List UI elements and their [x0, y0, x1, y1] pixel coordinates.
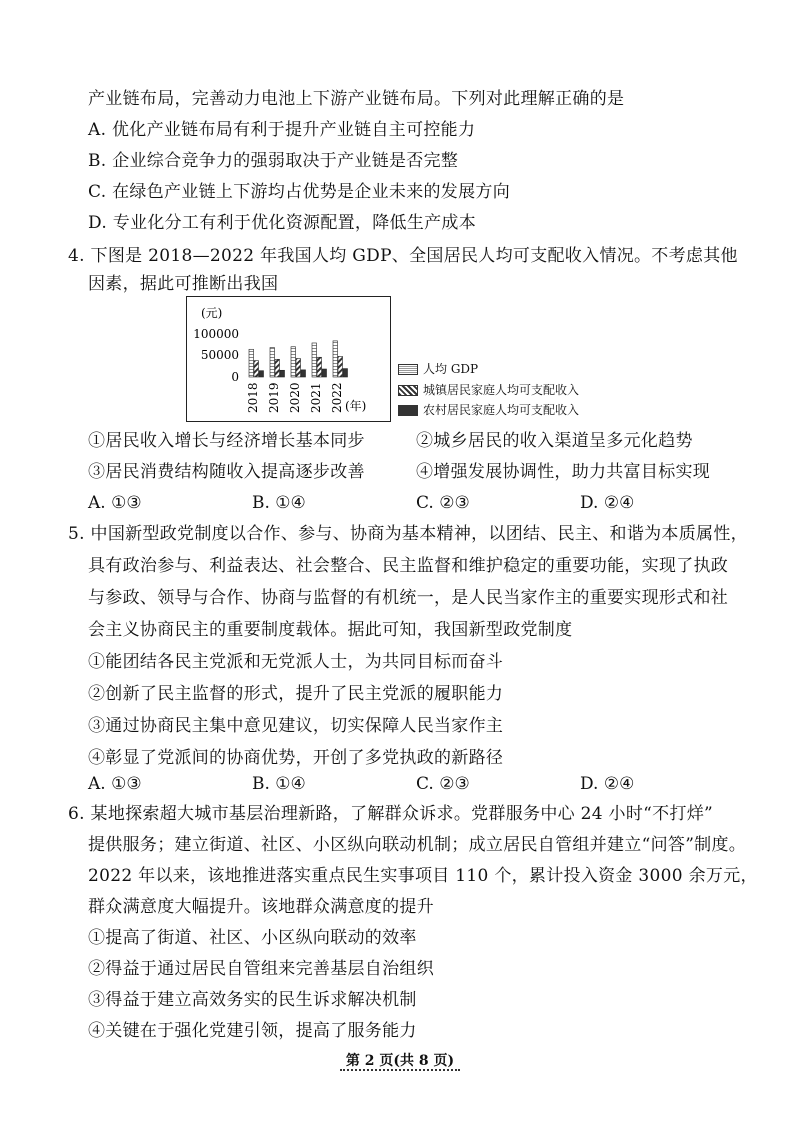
chart-x-unit: (年): [345, 399, 367, 413]
bar-2022-series-2: [338, 356, 343, 377]
legend-gdp: [398, 361, 478, 377]
bar-2021-series-2: [317, 357, 322, 377]
q5-stem-line4: 会主义协商民主的重要制度载体。据此可知，我国新型政党制度: [88, 620, 573, 640]
q3-option-d: D. 专业化分工有利于优化资源配置，降低生产成本: [88, 213, 477, 233]
bar-2020-series-2: [296, 359, 301, 377]
q6-statement-3: ③得益于建立高效务实的民生诉求解决机制: [88, 990, 417, 1010]
q5-stem-line3: 与参政、领导与合作、协商与监督的有机统一，是人民当家作主的重要实现形式和社: [88, 588, 729, 608]
q5-statement-2: ②创新了民主监督的形式，提升了民主党派的履职能力: [88, 684, 504, 704]
x-tick-2021: 2021: [309, 382, 323, 413]
legend-rural-swatch: [398, 405, 418, 416]
x-tick-2019: 2019: [267, 382, 281, 413]
chart-y-unit: (元): [201, 306, 223, 320]
bar-2019-series-3: [280, 370, 285, 377]
q6-stem-line1: 6. 某地探索超大城市基层治理新路，了解群众诉求。党群服务中心 24 小时“不打烊”: [68, 804, 714, 824]
bar-2018-series-1: [249, 349, 254, 377]
bar-2021-series-3: [322, 369, 327, 377]
bar-2019-series-2: [275, 359, 280, 377]
q5-choice-d: D. ②④: [580, 774, 635, 794]
bar-2019-series-1: [270, 348, 275, 377]
q4-statement-1: ①居民收入增长与经济增长基本同步: [88, 431, 365, 451]
q6-stem-line2: 提供服务；建立街道、社区、小区纵向联动机制；成立居民自管组并建立“问答”制度。: [88, 835, 747, 855]
q5-stem-line2: 具有政治参与、利益表达、社会整合、民主监督和维护稳定的重要功能，实现了执政: [88, 556, 729, 576]
q4-stem-line2: 因素，据此可推断出我国: [88, 274, 279, 294]
q4-stem-line1: 4. 下图是 2018—2022 年我国人均 GDP、全国居民人均可支配收入情况。不考虑其他: [68, 246, 738, 266]
q4-statement-3: ③居民消费结构随收入提高逐步改善: [88, 462, 365, 482]
chart-y-tick-100000: 100000: [193, 327, 239, 341]
q5-choice-c: C. ②③: [416, 774, 470, 794]
legend-rural: [398, 402, 579, 418]
q5-choice-b: B. ①④: [252, 774, 306, 794]
q4-choice-b: B. ①④: [252, 493, 306, 513]
q4-chart-frame: [186, 296, 391, 422]
legend-urban-swatch: [398, 385, 418, 396]
q5-statement-3: ③通过协商民主集中意见建议，切实保障人民当家作主: [88, 716, 504, 736]
bar-2021-series-1: [312, 343, 317, 377]
q4-statement-2: ②城乡居民的收入渠道呈多元化趋势: [416, 431, 693, 451]
bar-2018-series-3: [259, 371, 264, 377]
q4-choice-d: D. ②④: [580, 493, 635, 513]
bar-2022-series-3: [343, 369, 348, 377]
chart-y-tick-0: 0: [231, 370, 239, 384]
bar-2018-series-2: [254, 361, 259, 377]
x-tick-2022: 2022: [330, 382, 344, 413]
page-footer: [0, 1050, 800, 1070]
q3-option-b: B. 企业综合竞争力的强弱取决于产业链是否完整: [88, 151, 459, 171]
q6-statement-2: ②得益于通过居民自管组来完善基层自治组织: [88, 959, 434, 979]
q3-option-c: C. 在绿色产业链上下游均占优势是企业未来的发展方向: [88, 182, 511, 202]
q5-statement-4: ④彰显了党派间的协商优势，开创了多党执政的新路径: [88, 748, 504, 768]
x-tick-2018: 2018: [246, 382, 260, 413]
page-number: 第 2 页(共 8 页): [340, 1053, 460, 1071]
bar-2020-series-1: [291, 347, 296, 377]
q5-choice-a: A. ①③: [88, 774, 142, 794]
legend-rural-label: 农村居民家庭人均可支配收入: [423, 403, 580, 417]
q4-bar-chart: [187, 297, 389, 420]
legend-urban: [398, 382, 579, 398]
bar-2022-series-1: [333, 341, 338, 377]
q3-option-a: A. 优化产业链布局有利于提升产业链自主可控能力: [88, 120, 476, 140]
chart-y-tick-50000: 50000: [200, 348, 239, 362]
q6-stem-line3: 2022 年以来，该地推进落实重点民生实事项目 110 个，累计投入资金 3000 余万元，: [88, 866, 758, 886]
q3-stem-tail: 产业链布局，完善动力电池上下游产业链布局。下列对此理解正确的是: [88, 89, 625, 109]
q4-choice-c: C. ②③: [416, 493, 470, 513]
legend-gdp-label: 人均 GDP: [423, 362, 479, 376]
x-tick-2020: 2020: [288, 382, 302, 413]
bar-2020-series-3: [301, 370, 306, 377]
q4-choice-a: A. ①③: [88, 493, 142, 513]
q6-stem-line4: 群众满意度大幅提升。该地群众满意度的提升: [88, 897, 434, 917]
legend-urban-label: 城镇居民家庭人均可支配收入: [423, 383, 580, 397]
q6-statement-4: ④关键在于强化党建引领，提高了服务能力: [88, 1021, 417, 1041]
q5-statement-1: ①能团结各民主党派和无党派人士，为共同目标而奋斗: [88, 652, 504, 672]
q5-stem-line1: 5. 中国新型政党制度以合作、参与、协商为基本精神，以团结、民主、和谐为本质属性，: [68, 524, 748, 544]
legend-gdp-swatch: [398, 364, 418, 375]
q4-statement-4: ④增强发展协调性，助力共富目标实现: [416, 462, 711, 482]
q6-statement-1: ①提高了街道、社区、小区纵向联动的效率: [88, 928, 417, 948]
